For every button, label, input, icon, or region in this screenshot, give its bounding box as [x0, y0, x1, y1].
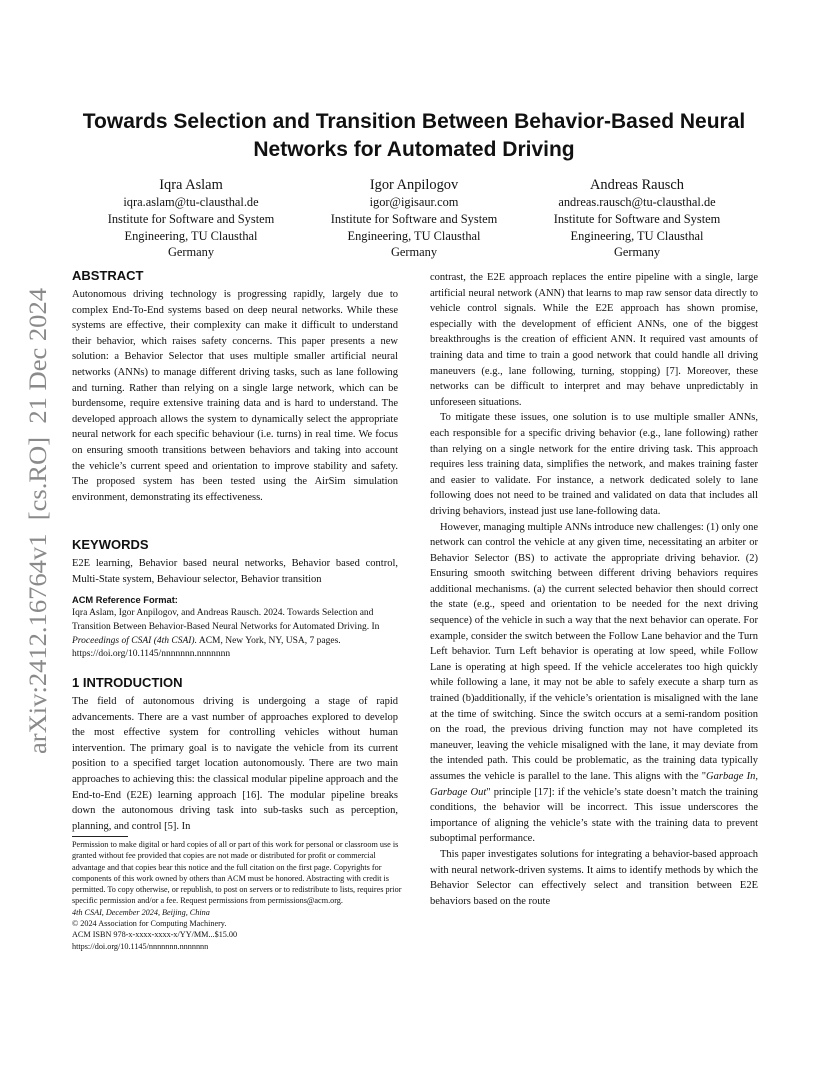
acm-reference-body — [72, 607, 398, 662]
emphasis-text: Garbage In, Garbage Out — [430, 771, 758, 798]
permission-text: Permission to make digital or hard copies of all or part of this work for personal or classroom use is granted without fee provided that copies are not made or distributed for profit or commercial advantage and that copies bear this notice and the full citation on the first page. Copyrights for components of this work owned by others than ACM must be honored. Abstracting with credit is permitted. To copy otherwise, or republish, to post on servers or to redistribute to lists, requires prior specific permission and/or a fee. Request permissions from permissions@acm.org. — [72, 840, 402, 906]
footnote-divider — [72, 836, 128, 837]
author-name: Iqra Aslam — [159, 177, 223, 193]
acm-reference-heading: ACM Reference Format: — [72, 595, 178, 605]
author-block — [76, 176, 306, 261]
arxiv-stamp-text: arXiv:2412.16764v1 [cs.RO] 21 Dec 2024 — [25, 315, 52, 754]
abstract-text: Autonomous driving technology is progressing rapidly, largely due to complex End-To-End systems based on deep neural networks. While these systems are effective, their complexity can make it difficult to understand their behavior, which raises safety concerns. This paper presents a new solution: a Behavior Selector that uses multiple smaller artificial neural networks (ANNs) to manage different driving tasks, such as lane following and turning. Rather than relying on a single large network, which can be burdensome, require extensive training data and is hard to understand. The developed approach allows the system to dynamically select the appropriate neural network for each specific behaviour (i.e. turns) in real time. We focus on ensuring smooth transitions between behaviors and taking into account the vehicle’s current speed and orientation to improve stability and safety. The proposed system has been tested using the AirSim simulation environment, demonstrating its effectiveness. — [72, 289, 398, 503]
author-email: andreas.rausch@tu-clausthal.de — [558, 195, 716, 209]
copyright-text: © 2024 Association for Computing Machinery. — [72, 919, 227, 929]
paragraph: However, managing multiple ANNs introduce new challenges: (1) only one network can control the vehicle at any given time, necessitating an arbiter or Behavior Selector (BS) to activate the appropriate driving behavior. (2) Ensuring smooth switching between different driving behaviors requires additional mechanisms. (a) the current selected behavior then should correct the state (e.g., speed and orientation to be needed for the next driving sequence) of the vehicle in such a way that the next behavior can operate. For example, consider the switch between the Follow Lane behavior and the Turn Left behavior. Turn Left behavior is operating at low speed, while Follow Lane is operating at high speed. If the vehicle accelerates too high quickly while following a lane, it may not be able to safely execute a sharp turn as trained (b)additionally, if the vehicle’s orientation is misaligned with the lane at the time of switching. Since the switch occurs at a semi-random position on the road, the previous driving function may not have completed its maneuver, leaving the vehicle misaligned with the lane, it may deviate from the intended path. This could be problematic, as the training data typically assumes the vehicle is parallel to the lane. This aligns with the "Garbage In, Garbage Out" principle [17]: if the vehicle’s state doesn’t match the training conditions, the behavior will be incorrect. This issue underscores the importance of aligning the vehicle’s state with the training data to prevent suboptimal performance. — [430, 521, 758, 845]
paragraph: This paper investigates solutions for integrating a behavior-based approach with neural network-driven systems. It aims to identify methods by which the Behavior Selector can effectively select and transition between E2E behaviors based on the route — [430, 848, 758, 907]
acm-reference-text: ACM, New York, NY, USA, 7 pages. — [196, 635, 341, 646]
author-country: Germany — [613, 245, 661, 260]
introduction-heading: 1 INTRODUCTION — [72, 675, 183, 690]
acm-reference-venue: Proceedings of CSAI (4th CSAI). — [72, 635, 197, 646]
abstract-body — [72, 287, 398, 505]
keywords-heading: KEYWORDS — [72, 537, 149, 552]
author-email: iqra.aslam@tu-clausthal.de — [123, 195, 259, 209]
author-email: igor@igisaur.com — [369, 195, 459, 209]
acm-reference-doi[interactable]: https://doi.org/10.1145/nnnnnnn.nnnnnnn — [72, 649, 231, 660]
author-block — [522, 176, 752, 261]
arxiv-stamp — [0, 284, 66, 764]
introduction-text: The field of autonomous driving is undergoing a stage of rapid advancements. There are a vast number of approaches explored to develop the most effective system for controlling vehicles without human intervention. The primary goal is to navigate the vehicle from its current position to a specified target location autonomously. There are two main approaches to achieving this: the classical modular pipeline approach and the End-to-End (E2E) learning approach [16]. The modular pipeline breaks down the autonomous driving task into sub-tasks such as perception, planning, and control [5]. In — [72, 696, 398, 832]
keywords-body — [72, 556, 398, 587]
isbn-text: ACM ISBN 978-x-xxxx-xxxx-x/YY/MM...$15.00 — [72, 930, 238, 940]
author-country: Germany — [167, 245, 215, 260]
author-affiliation: Engineering, TU Clausthal — [124, 228, 258, 243]
keywords-text: E2E learning, Behavior based neural networks, Behavior based control, Multi-State system, Behaviour selector, Behavior transition — [72, 558, 398, 585]
author-name: Igor Anpilogov — [369, 177, 459, 193]
permission-block — [72, 839, 402, 952]
author-block — [299, 176, 529, 261]
paragraph: contrast, the E2E approach replaces the entire pipeline with a single, large artificial neural network (ANN) that learns to map raw sensor data directly to vehicle control signals. While the E2E approach has shown promise, especially with the development of efficient ANNs, one of the biggest breakthroughs is the creation of efficient ANN. It required vast amounts of training data and time to train a good network that could handle all driving maneuvers (e.g., lane following, turning, stopping) [7]. Moreover, these networks can be difficult to interpret and may behave unpredictably in unforeseen situations. — [430, 272, 758, 408]
author-affiliation: Institute for Software and System — [553, 211, 721, 226]
conference-info: 4th CSAI, December 2024, Beijing, China — [72, 907, 210, 917]
author-affiliation: Engineering, TU Clausthal — [570, 228, 704, 243]
right-column — [430, 270, 758, 909]
introduction-body — [72, 694, 398, 834]
author-country: Germany — [390, 245, 438, 260]
abstract-heading: ABSTRACT — [72, 268, 144, 283]
paragraph: To mitigate these issues, one solution is to use multiple smaller ANNs, each responsible for a specific driving behavior (e.g., lane following) rather than relying on a single network for the entire driving task. This approach requires less training data, simplifies the network, and makes training faster and easier to validate. For instance, a network dedicated solely to lane following does not need to be trained and validated on data that includes all driving behaviors, instead just use lane-following data. — [430, 412, 758, 517]
author-name: Andreas Rausch — [590, 177, 684, 193]
author-affiliation: Engineering, TU Clausthal — [347, 228, 481, 243]
acm-reference-text: Iqra Aslam, Igor Anpilogov, and Andreas Rausch. 2024. Towards Selection and Transition Between Behavior-Based Neural Networks for Automated Driving. In — [72, 608, 380, 632]
author-affiliation: Institute for Software and System — [330, 211, 498, 226]
permission-doi[interactable]: https://doi.org/10.1145/nnnnnnn.nnnnnnn — [72, 941, 209, 951]
paper-title: Towards Selection and Transition Between Behavior-Based Neural Networks for Automated Driving — [82, 110, 746, 161]
author-affiliation: Institute for Software and System — [107, 211, 275, 226]
